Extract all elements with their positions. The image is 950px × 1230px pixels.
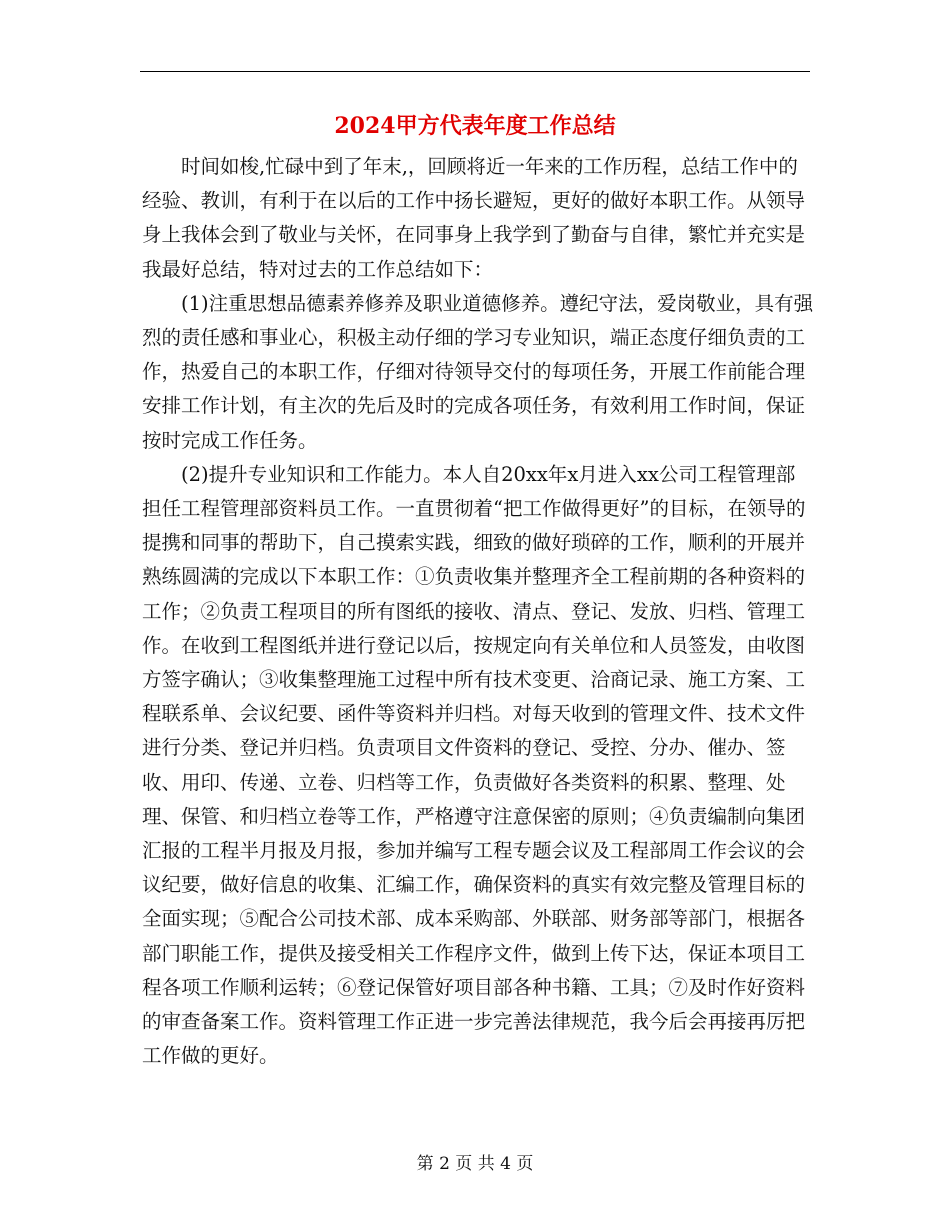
- page-footer: 第 2 页 共 4 页: [416, 1154, 534, 1174]
- paragraph-1: (1)注重思想品德素养修养及职业道德修养。遵纪守法，爱岗敬业，具有强烈的责任感和事业心，积极主动仔细的学习专业知识，端正态度仔细负责的工作，热爱自己的本职工作，仔细对待领导交付的每项任务，开展工作前能合理安排工作计划，有主次的先后及时的完成各项任务，有效利用工作时间，保证按时完成工作任务。: [142, 291, 814, 452]
- paragraph-intro: 时间如梭,忙碌中到了年末,，回顾将近一年来的工作历程，总结工作中的经验、教训，有利于在以后的工作中扬长避短，更好的做好本职工作。从领导身上我体会到了敬业与关怀，在同事身上我学到了勤奋与自律，繁忙并充实是我最好总结，特对过去的工作总结如下：: [142, 155, 806, 281]
- paragraph-2: (2)提升专业知识和工作能力。本人自20xx年x月进入xx公司工程管理部担任工程管理部资料员工作。一直贯彻着“把工作做得更好”的目标，在领导的提携和同事的帮助下，自己摸索实践，细致的做好琐碎的工作，顺利的开展并熟练圆满的完成以下本职工作：①负责收集并整理齐全工程前期的各种资料的工作；②负责工程项目的所有图纸的接收、清点、登记、发放、归档、管理工作。在收到工程图纸并进行登记以后，按规定向有关单位和人员签发，由收图方签字确认；③收集整理施工过程中所有技术变更、洽商记录、施工方案、工程联系单、会议纪要、函件等资料并归档。对每天收到的管理文件、技术文件进行分类、登记并归档。负责项目文件资料的登记、受控、分办、催办、签收、用印、传递、立卷、归档等工作，负责做好各类资料的积累、整理、处理、保管、和归档立卷等工作，严格遵守注意保密的原则；④负责编制向集团汇报的工程半月报及月报，参加并编写工程专题会议及工程部周工作会议的会议纪要，做好信息的收集、汇编工作，确保资料的真实有效完整及管理目标的全面实现；⑤配合公司技术部、成本采购部、外联部、财务部等部门，根据各部门职能工作，提供及接受相关工作程序文件，做到上传下达，保证本项目工程各项工作顺利运转；⑥登记保管好项目部各种书籍、工具；⑦及时作好资料的审查备案工作。资料管理工作正进一步完善法律规范，我今后会再接再厉把工作做的更好。: [142, 462, 806, 1068]
- header-rule: [140, 71, 810, 72]
- document-body: [142, 150, 814, 1073]
- document-title: 2024甲方代表年度工作总结: [334, 113, 616, 139]
